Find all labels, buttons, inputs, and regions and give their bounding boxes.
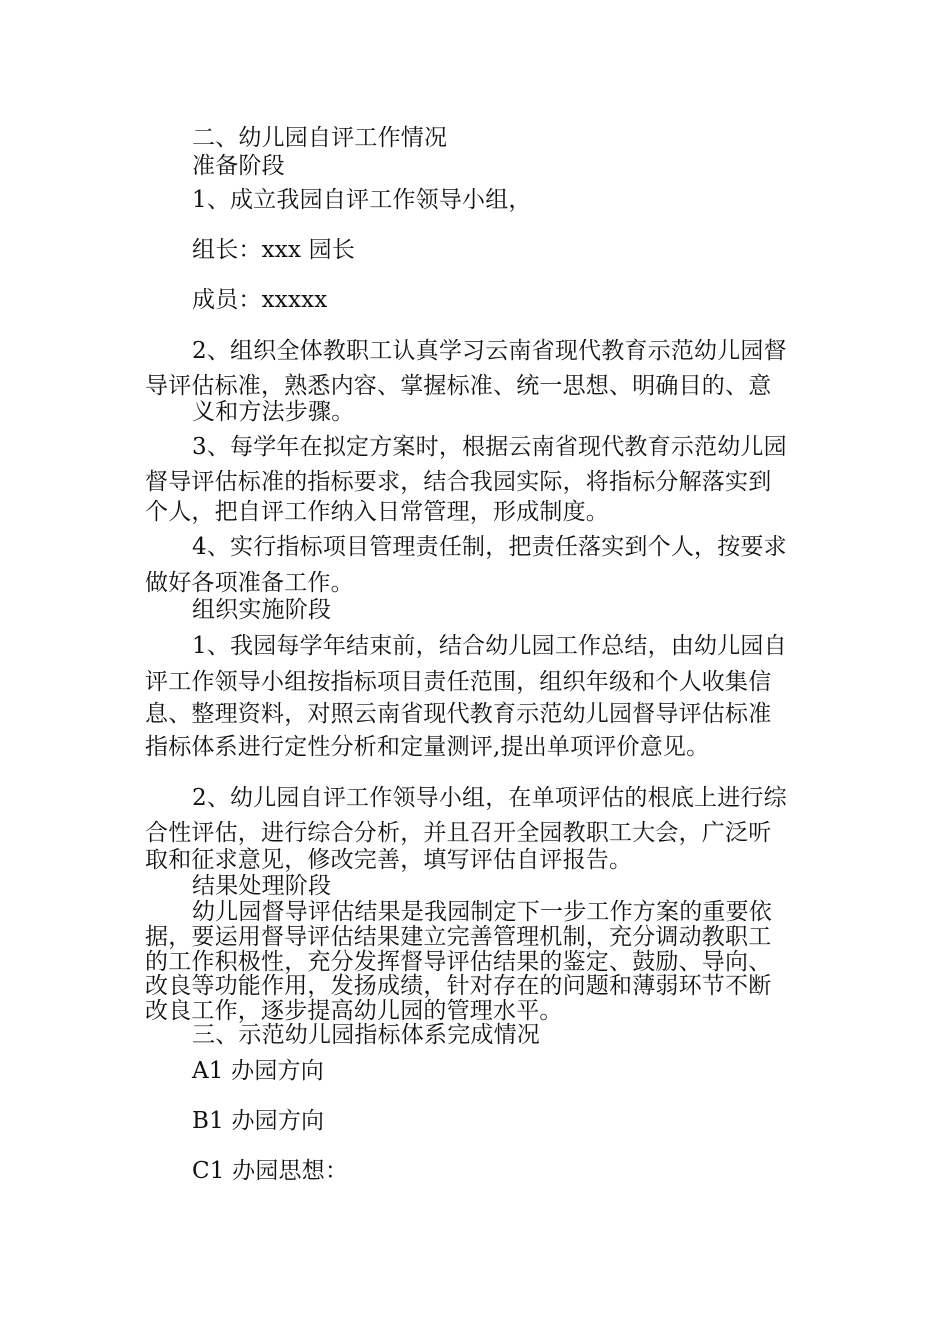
result-para-line: 的工作积极性，充分发挥督导评估结果的鉴定、鼓励、导向、 <box>145 949 772 975</box>
prep-item1: 1、成立我园自评工作领导小组， <box>192 187 532 213</box>
prep-item2-line: 导评估标准，熟悉内容、掌握标准、统一思想、明确目的、意 <box>145 373 772 399</box>
index-a1: A1 办园方向 <box>192 1058 324 1084</box>
impl-item2-line: 2、幼儿园自评工作领导小组，在单项评估的根底上进行综 <box>192 785 787 811</box>
index-b1: B1 办园方向 <box>192 1108 325 1134</box>
prep-item2-line: 2、组织全体教职工认真学习云南省现代教育示范幼儿园督 <box>192 338 787 364</box>
leader-line: 组长：xxx 园长 <box>192 237 356 263</box>
prep-item4-line: 4、实行指标项目管理责任制，把责任落实到个人，按要求 <box>192 534 787 560</box>
impl-item2-line: 取和征求意见，修改完善，填写评估自评报告。 <box>145 847 633 873</box>
prep-item3-line: 督导评估标准的指标要求，结合我园实际，将指标分解落实到 <box>145 469 772 495</box>
impl-item1-line: 1、我园每学年结束前，结合幼儿园工作总结，由幼儿园自 <box>192 633 787 659</box>
prep-item2-line: 义和方法步骤。 <box>192 399 355 425</box>
prep-item3-line: 3、每学年在拟定方案时，根据云南省现代教育示范幼儿园 <box>192 434 787 460</box>
impl-item1-line: 指标体系进行定性分析和定量测评,提出单项评价意见。 <box>145 734 710 760</box>
result-stage-heading: 结果处理阶段 <box>192 873 332 899</box>
impl-stage-heading: 组织实施阶段 <box>192 597 332 623</box>
members-line: 成员：xxxxx <box>192 287 328 313</box>
section3-heading: 三、示范幼儿园指标体系完成情况 <box>192 1022 540 1048</box>
index-c1: C1 办园思想： <box>192 1158 349 1184</box>
impl-item1-line: 评工作领导小组按指标项目责任范围，组织年级和个人收集信 <box>145 669 772 695</box>
impl-item2-line: 合性评估，进行综合分析，并且召开全园教职工大会，广泛听 <box>145 820 772 846</box>
result-para-line: 改良等功能作用，发扬成绩，针对存在的问题和薄弱环节不断 <box>145 973 772 999</box>
prep-item4-line: 做好各项准备工作。 <box>145 570 354 596</box>
prep-item3-line: 个人，把自评工作纳入日常管理，形成制度。 <box>145 499 609 525</box>
impl-item1-line: 息、整理资料，对照云南省现代教育示范幼儿园督导评估标准 <box>145 701 772 727</box>
result-para-line: 幼儿园督导评估结果是我园制定下一步工作方案的重要依 <box>192 899 772 925</box>
prep-stage-heading: 准备阶段 <box>192 153 285 179</box>
result-para-line: 据，要运用督导评估结果建立完善管理机制，充分调动教职工 <box>145 924 772 950</box>
section2-heading: 二、幼儿园自评工作情况 <box>192 125 448 151</box>
result-para-line: 改良工作，逐步提高幼儿园的管理水平。 <box>145 998 563 1024</box>
